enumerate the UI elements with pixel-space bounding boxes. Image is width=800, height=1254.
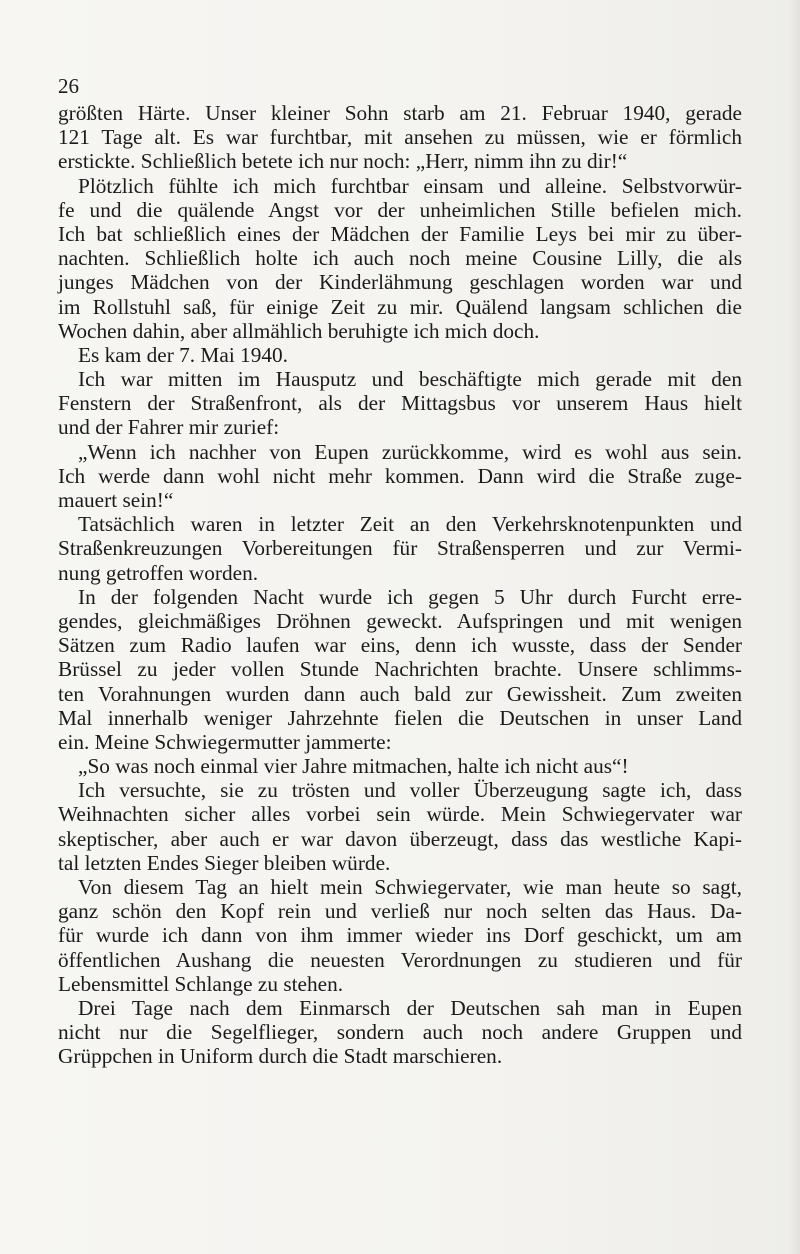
text-line: In der folgenden Nacht wurde ich gegen 5 Uhr durch Furcht erre- [78,584,742,609]
text-line: „So was noch einmal vier Jahre mitmachen, halte ich nicht aus“! [78,754,629,779]
text-line: Von diesem Tag an hielt mein Schwiegervater, wie man heute so sagt, [78,875,742,899]
text-line: Ich werde dann wohl nicht mehr kommen. Dann wird die Straße zuge- [58,463,742,488]
page-number: 26 [58,74,79,98]
text-line: Ich war mitten im Hausputz und beschäftigte mich gerade mit den [78,367,742,392]
text-line: Plötzlich fühlte ich mich furchtbar einsam und alleine. Selbstvorwür- [78,173,742,198]
body-text [58,101,742,1069]
text-line: Weihnachten sicher alles vorbei sein würde. Mein Schwiegervater war [58,802,742,827]
text-line: nachten. Schließlich holte ich auch noch meine Cousine Lilly, die als [58,246,742,271]
text-line: nicht nur die Segelflieger, sondern auch noch andere Gruppen und [58,1020,742,1045]
text-line: 121 Tage alt. Es war furchtbar, mit ansehen zu müssen, wie er förmlich [58,125,742,150]
text-line: Es kam der 7. Mai 1940. [78,342,288,367]
text-line: Sätzen zum Radio laufen war eins, denn ich wusste, dass der Sender [58,633,742,658]
text-line: ganz schön den Kopf rein und verließ nur noch selten das Haus. Da- [58,899,742,924]
text-line: ein. Meine Schwiegermutter jammerte: [58,729,392,754]
text-line: erstickte. Schließlich betete ich nur noch: „Herr, nimm ihn zu dir!“ [58,149,628,174]
text-line: größten Härte. Unser kleiner Sohn starb am 21. Februar 1940, gerade [58,101,742,125]
text-line: tal letzten Endes Sieger bleiben würde. [58,850,391,875]
text-line: im Rollstuhl saß, für einige Zeit zu mir. Quälend langsam schlichen die [58,294,742,319]
text-line: und der Fahrer mir zurief: [58,415,280,440]
text-line: Ich versuchte, sie zu trösten und voller Überzeugung sagte ich, dass [78,778,742,803]
text-line: ten Vorahnungen wurden dann auch bald zur Gewissheit. Zum zweiten [58,681,742,706]
text-line: junges Mädchen von der Kinderlähmung geschlagen worden war und [58,270,742,295]
text-line: Tatsächlich waren in letzter Zeit an den Verkehrsknotenpunkten und [78,512,742,537]
text-line: öffentlichen Aushang die neuesten Verordnungen zu studieren und für [58,947,742,972]
text-line: Ich bat schließlich eines der Mädchen der Familie Leys bei mir zu über- [58,221,742,246]
text-line: Wochen dahin, aber allmählich beruhigte ich mich doch. [58,318,540,343]
text-line: Brüssel zu jeder vollen Stunde Nachrichten brachte. Unsere schlimms- [58,657,742,682]
text-line: Mal innerhalb weniger Jahrzehnte fielen die Deutschen in unser Land [58,705,742,730]
text-line: Grüppchen in Uniform durch die Stadt marschieren. [58,1044,503,1069]
text-line: skeptischer, aber auch er war davon überzeugt, dass das westliche Kapi- [58,826,742,851]
text-line: mauert sein!“ [58,488,174,512]
text-line: für wurde ich dann von ihm immer wieder ins Dorf geschickt, um am [58,923,742,948]
text-line: Lebensmittel Schlange zu stehen. [58,971,344,996]
text-line: „Wenn ich nachher von Eupen zurückkomme, wird es wohl aus sein. [78,439,742,464]
text-line: gendes, gleichmäßiges Dröhnen geweckt. Aufspringen und mit wenigen [58,608,742,633]
text-line: Straßenkreuzungen Vorbereitungen für Straßensperren und zur Vermi- [58,536,742,561]
text-line: Drei Tage nach dem Einmarsch der Deutschen sah man in Eupen [78,995,742,1020]
text-line: nung getroffen worden. [58,560,259,585]
text-line: Fenstern der Straßenfront, als der Mittagsbus vor unserem Haus hielt [58,391,742,416]
text-line: fe und die quälende Angst vor der unheimlichen Stille befielen mich. [58,197,742,222]
